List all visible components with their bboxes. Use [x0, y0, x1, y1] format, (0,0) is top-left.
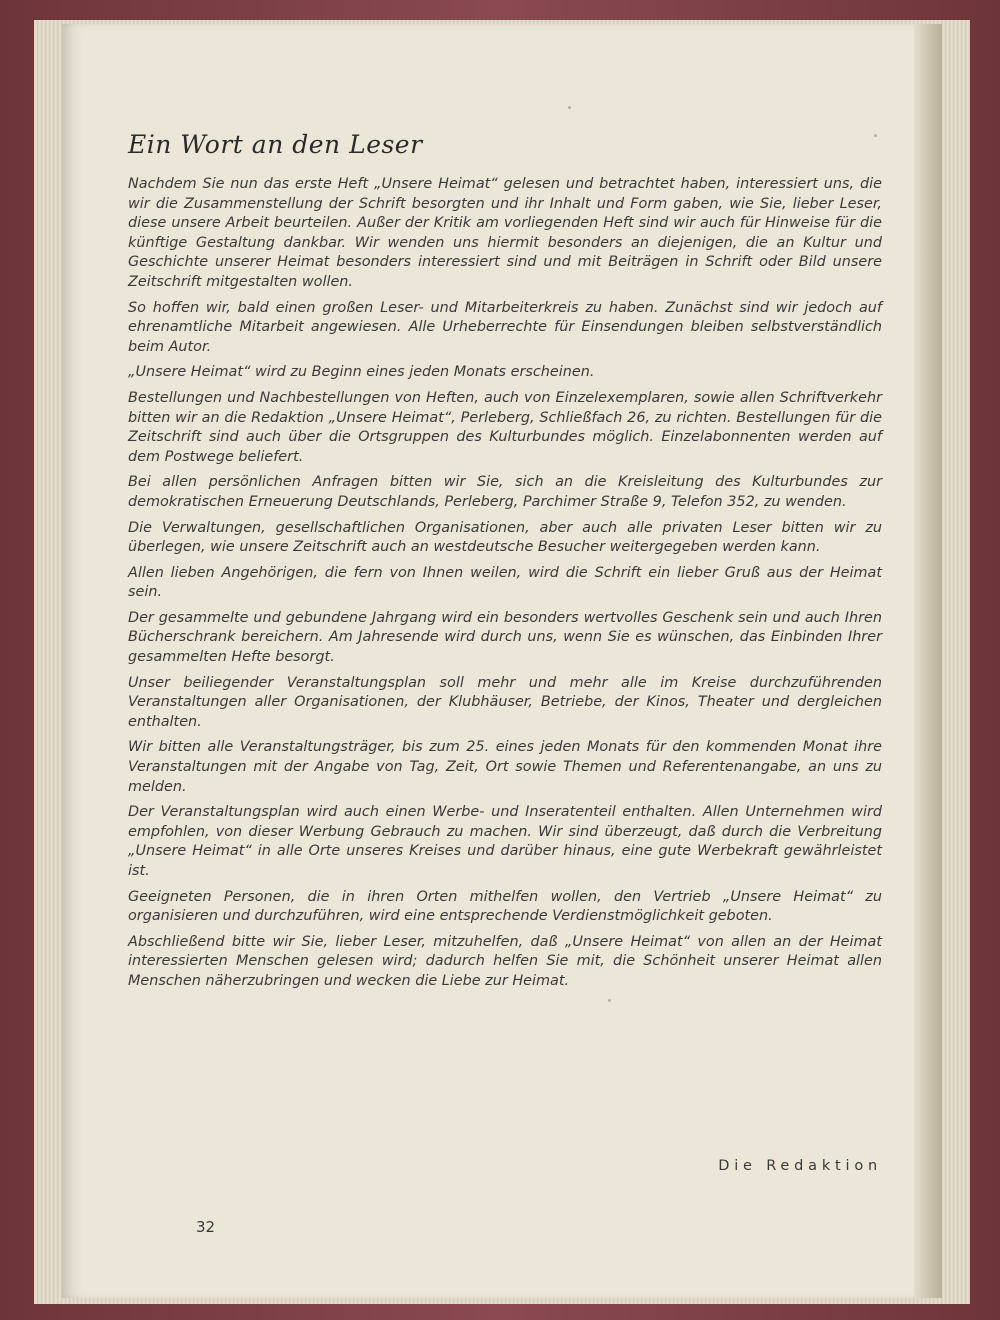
- paragraph: Unser beiliegender Veranstaltungsplan soll mehr und mehr alle im Kreise durchzuführenden Veranstaltungen aller Organisationen, der Klubhäuser, Betriebe, der Kinos, Theater und dergleichen enthalten.: [128, 674, 882, 730]
- paragraph: Nachdem Sie nun das erste Heft „Unsere Heimat“ gelesen und betrachtet haben, interessiert uns, die wir die Zusammenstellung der Schrift besorgten und ihr Inhalt und Form gaben, wie Sie, lieber Leser, diese unsere Arbeit beurteilen. Außer der Kritik am vorliegenden Heft sind wir auch für Hinweise für die künftige Gestaltung dankbar. Wir wenden uns hiermit besonders an diejenigen, die an Kultur und Geschichte unserer Heimat besonders interessiert sind und mit Beiträgen in Schrift oder Bild unsere Zeitschrift mitgestalten wollen.: [128, 176, 882, 290]
- paragraph: Der gesammelte und gebundene Jahrgang wird ein besonders wertvolles Geschenk sein und auch Ihren Bücherschrank bereichern. Am Jahresende wird durch uns, wenn Sie es wünschen, das Einbinden Ihrer gesammelten Hefte besorgt.: [128, 609, 882, 666]
- page-number: 32: [196, 1218, 216, 1236]
- paragraph: Allen lieben Angehörigen, die fern von Ihnen weilen, wird die Schrift ein lieber Gruß aus der Heimat sein.: [128, 564, 882, 601]
- paragraph: Bei allen persönlichen Anfragen bitten wir Sie, sich an die Kreisleitung des Kulturbundes zur demokratischen Erneuerung Deutschlands, Perleberg, Parchimer Straße 9, Telefon 352, zu wenden.: [128, 474, 882, 510]
- paper-speck: [568, 106, 571, 109]
- paragraph: Abschließend bitte wir Sie, lieber Leser, mitzuhelfen, daß „Unsere Heimat“ von allen an der Heimat interessierten Menschen gelesen wird; dadurch helfen Sie mit, die Schönheit unserer Heimat allen Menschen näherzubringen und wecken die Liebe zur Heimat.: [128, 933, 882, 989]
- paragraph: Die Verwaltungen, gesellschaftlichen Organisationen, aber auch alle privaten Leser bitten wir zu überlegen, wie unsere Zeitschrift auch an westdeutsche Besucher weitergegeben werden kann.: [128, 519, 882, 556]
- article-body: [128, 175, 882, 998]
- paragraph: „Unsere Heimat“ wird zu Beginn eines jeden Monats erscheinen.: [128, 364, 595, 381]
- page-gutter: [914, 24, 942, 1298]
- paragraph: So hoffen wir, bald einen großen Leser- und Mitarbeiterkreis zu haben. Zunächst sind wir jedoch auf ehrenamtliche Mitarbeit angewiesen. Alle Urheberrechte für Einsendungen bleiben selbstverständlich beim Autor.: [128, 299, 882, 355]
- paragraph: Geeigneten Personen, die in ihren Orten mithelfen wollen, den Vertrieb „Unsere Heimat“ zu organisieren und durchzuführen, wird eine entsprechende Verdienstmöglichkeit geboten.: [128, 888, 882, 925]
- paragraph: Der Veranstaltungsplan wird auch einen Werbe- und Inseratenteil enthalten. Allen Unternehmen wird empfohlen, von dieser Werbung Gebrauch zu machen. Wir sind überzeugt, daß durch die Verbreitung „Unsere Heimat“ in alle Orte unseres Kreises und darüber hinaus, eine gute Werbekraft gewährleistet ist.: [128, 804, 882, 879]
- paper-speck: [874, 134, 877, 137]
- paragraph: Bestellungen und Nachbestellungen von Heften, auch von Einzelexemplaren, sowie allen Schriftverkehr bitten wir an die Redaktion „Unsere Heimat“, Perleberg, Schließfach 26, zu richten. Bestellungen für die Zeitschrift sind auch über die Ortsgruppen des Kulturbundes möglich. Einzelabonnenten werden auf dem Postwege beliefert.: [128, 389, 882, 465]
- signature: Die Redaktion: [718, 1158, 882, 1174]
- article-title: Ein Wort an den Leser: [128, 130, 423, 159]
- paragraph: Wir bitten alle Veranstaltungsträger, bis zum 25. eines jeden Monats für den kommenden Monat ihre Veranstaltungen mit der Angabe von Tag, Zeit, Ort sowie Themen und Referentenangabe, an uns zu melden.: [128, 739, 882, 795]
- paper-speck: [608, 999, 611, 1002]
